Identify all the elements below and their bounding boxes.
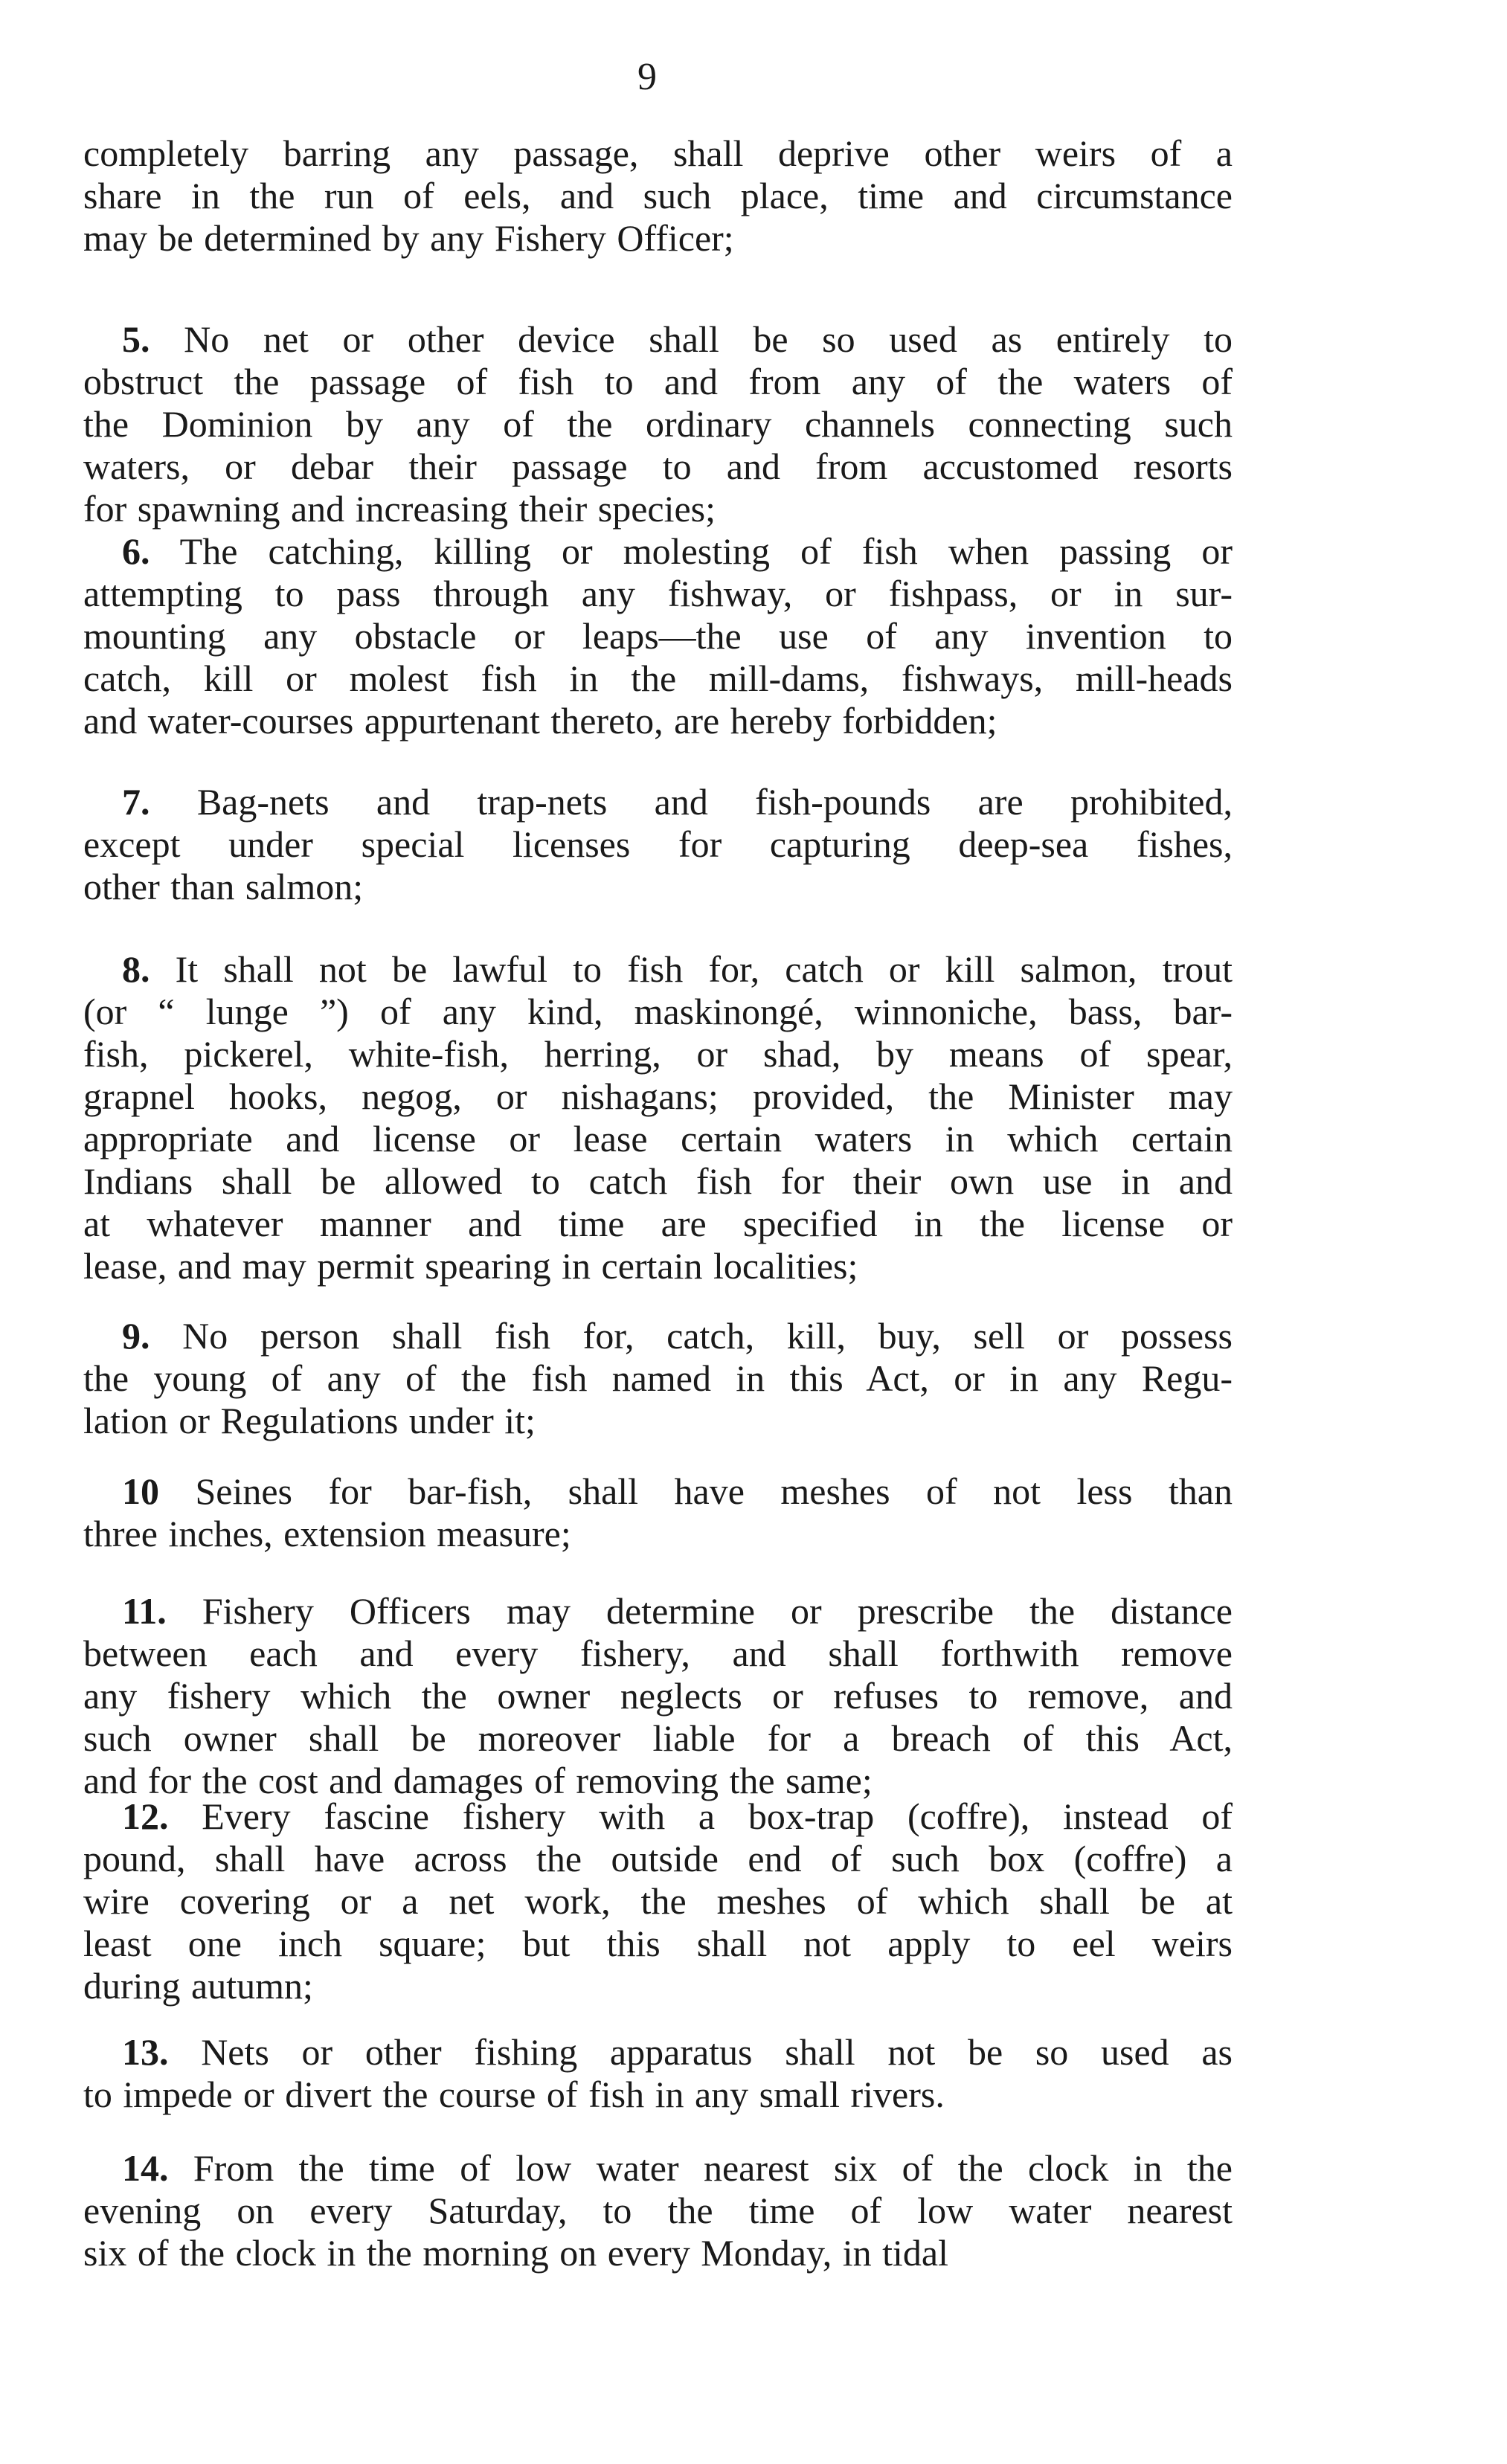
text-line	[83, 573, 1233, 615]
text-line	[83, 615, 1233, 657]
line-text: six of the clock in the morning on every Monday, in tidal	[83, 2232, 948, 2274]
text-line	[83, 823, 1233, 866]
text-line	[83, 445, 1233, 488]
section-number: 10	[122, 1470, 159, 1512]
text-line	[83, 948, 1233, 991]
text-line	[83, 1923, 1233, 1965]
section-number: 14.	[122, 2147, 169, 2189]
text-line	[83, 657, 1233, 700]
line-text: mounting any obstacle or leaps—the use of any invention to	[83, 615, 1233, 657]
text-line	[83, 2232, 1233, 2274]
section-number: 11.	[122, 1590, 167, 1632]
text-line	[83, 2031, 1233, 2074]
section-number: 13.	[122, 2031, 169, 2073]
text-line	[83, 1513, 1233, 1555]
text-line	[83, 132, 1233, 175]
text-line	[83, 530, 1233, 573]
line-text: between each and every fishery, and shall forthwith remove	[83, 1633, 1233, 1674]
line-text: pound, shall have across the outside end of such box (coffre) a	[83, 1838, 1233, 1879]
section-number: 6.	[122, 530, 150, 572]
text-line	[83, 403, 1233, 445]
line-text: such owner shall be moreover liable for a breach of this Act,	[83, 1717, 1233, 1759]
text-line	[83, 1795, 1233, 1838]
line-text: Nets or other fishing apparatus shall not be so used as	[201, 2031, 1233, 2073]
paragraph-p10	[83, 1470, 1233, 1555]
text-line	[83, 700, 1233, 742]
text-line	[83, 991, 1233, 1033]
text-line	[83, 2074, 1233, 2116]
line-text: except under special licenses for capturing deep-sea fishes,	[83, 823, 1233, 865]
line-text: Indians shall be allowed to catch fish for their own use in and	[83, 1160, 1233, 1202]
paragraph-p9	[83, 1315, 1233, 1442]
line-text: other than salmon;	[83, 866, 364, 907]
line-text: and for the cost and damages of removing the same;	[83, 1760, 873, 1801]
line-text: From the time of low water nearest six of the clock in the	[193, 2147, 1233, 2189]
line-text: fish, pickerel, white-fish, herring, or shad, by means of spear,	[83, 1033, 1233, 1075]
paragraph-p8	[83, 948, 1233, 1287]
text-line	[83, 1245, 1233, 1287]
line-text: least one inch square; but this shall not apply to eel weirs	[83, 1923, 1233, 1964]
line-text: Every fascine fishery with a box-trap (coffre), instead of	[202, 1795, 1233, 1837]
line-text: attempting to pass through any fishway, or fishpass, or in sur-	[83, 573, 1233, 614]
text-line	[83, 1965, 1233, 2007]
line-text: three inches, extension measure;	[83, 1513, 571, 1554]
paragraph-p12	[83, 1795, 1233, 2007]
text-line	[83, 1633, 1233, 1675]
line-text: Bag-nets and trap-nets and fish-pounds are prohibited,	[196, 781, 1233, 823]
line-text: It shall not be lawful to fish for, catch or kill salmon, trout	[175, 948, 1233, 990]
page-number: 9	[637, 56, 657, 98]
line-text: catch, kill or molest fish in the mill-dams, fishways, mill-heads	[83, 657, 1233, 699]
text-line	[83, 866, 1233, 908]
section-number: 5.	[122, 318, 150, 360]
paragraph-p14	[83, 2147, 1233, 2274]
line-text: appropriate and license or lease certain waters in which certain	[83, 1118, 1233, 1159]
line-text: completely barring any passage, shall deprive other weirs of a	[83, 132, 1233, 174]
line-text: at whatever manner and time are specified in the license or	[83, 1203, 1233, 1244]
paragraph-p6	[83, 530, 1233, 742]
text-line	[83, 1590, 1233, 1633]
text-line	[83, 1160, 1233, 1203]
text-line	[83, 1033, 1233, 1075]
line-text: may be determined by any Fishery Officer;	[83, 217, 734, 259]
line-text: grapnel hooks, negog, or nishagans; provided, the Minister may	[83, 1075, 1233, 1117]
text-line	[83, 1470, 1233, 1513]
line-text: the Dominion by any of the ordinary channels connecting such	[83, 403, 1233, 445]
paragraph-cont	[83, 132, 1233, 260]
section-number: 12.	[122, 1795, 169, 1837]
line-text: to impede or divert the course of fish in any small rivers.	[83, 2074, 945, 2115]
text-line	[83, 1315, 1233, 1357]
text-line	[83, 781, 1233, 823]
line-text: evening on every Saturday, to the time of low water nearest	[83, 2190, 1233, 2231]
line-text: waters, or debar their passage to and from accustomed resorts	[83, 445, 1233, 487]
line-text: (or “ lunge ”) of any kind, maskinongé, winnoniche, bass, bar-	[83, 991, 1233, 1032]
text-line	[83, 488, 1233, 530]
line-text: any fishery which the owner neglects or refuses to remove, and	[83, 1675, 1233, 1717]
line-text: Seines for bar-fish, shall have meshes of not less than	[195, 1470, 1233, 1512]
line-text: Fishery Officers may determine or prescribe the distance	[202, 1590, 1233, 1632]
line-text: share in the run of eels, and such place, time and circumstance	[83, 175, 1233, 216]
section-number: 8.	[122, 948, 150, 990]
line-text: and water-courses appurtenant thereto, are hereby forbidden;	[83, 700, 997, 742]
text-line	[83, 1717, 1233, 1760]
text-line	[83, 1203, 1233, 1245]
line-text: No net or other device shall be so used as entirely to	[184, 318, 1233, 360]
paragraph-p5	[83, 318, 1233, 530]
paragraph-p13	[83, 2031, 1233, 2116]
text-line	[83, 2190, 1233, 2232]
paragraph-p11	[83, 1590, 1233, 1802]
section-number: 7.	[122, 781, 150, 823]
line-text: obstruct the passage of fish to and from any of the waters of	[83, 361, 1233, 402]
text-line	[83, 1675, 1233, 1717]
text-line	[83, 217, 1233, 260]
text-line	[83, 1838, 1233, 1880]
text-line	[83, 2147, 1233, 2190]
text-line	[83, 1075, 1233, 1118]
line-text: during autumn;	[83, 1965, 313, 2007]
text-line	[83, 318, 1233, 361]
section-number: 9.	[122, 1315, 150, 1357]
line-text: the young of any of the fish named in this Act, or in any Regu-	[83, 1357, 1233, 1399]
line-text: The catching, killing or molesting of fish when passing or	[179, 530, 1233, 572]
line-text: for spawning and increasing their species;	[83, 488, 716, 530]
paragraph-p7	[83, 781, 1233, 908]
line-text: No person shall fish for, catch, kill, buy, sell or possess	[182, 1315, 1233, 1357]
text-line	[83, 1400, 1233, 1442]
text-line	[83, 1118, 1233, 1160]
line-text: wire covering or a net work, the meshes of which shall be at	[83, 1880, 1233, 1922]
line-text: lease, and may permit spearing in certain localities;	[83, 1245, 858, 1287]
text-line	[83, 175, 1233, 217]
text-line	[83, 1880, 1233, 1923]
line-text: lation or Regulations under it;	[83, 1400, 536, 1441]
text-line	[83, 361, 1233, 403]
text-line	[83, 1357, 1233, 1400]
